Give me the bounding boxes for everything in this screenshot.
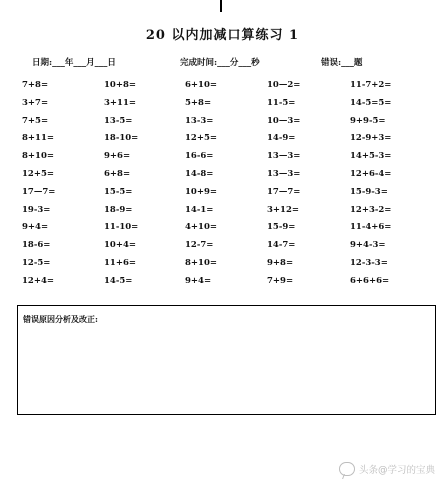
problem: 13-5=	[104, 115, 133, 126]
problem: 9+4=	[22, 222, 49, 233]
problem: 16-6=	[185, 151, 214, 162]
watermark-text: 头条@学习的宝典	[358, 465, 435, 476]
problem: 11-10=	[104, 222, 139, 233]
problem-row	[22, 187, 422, 205]
problem: 5+8=	[185, 97, 212, 108]
date-field: 日期:___年___月___日	[32, 58, 116, 68]
problem-grid	[22, 80, 422, 294]
problem: 3+11=	[104, 97, 136, 108]
watermark	[339, 460, 435, 478]
top-divider-mark	[220, 0, 222, 12]
problem: 9+4-3=	[350, 240, 386, 251]
problem: 15-9-3=	[350, 186, 388, 197]
problem: 9+9-5=	[350, 115, 386, 126]
problem-row	[22, 98, 422, 116]
problem: 3+12=	[267, 204, 299, 215]
problem: 18-9=	[104, 204, 133, 215]
problem: 10—3=	[267, 115, 301, 126]
problem-row	[22, 276, 422, 294]
problem-row	[22, 133, 422, 151]
problem: 12-7=	[185, 240, 214, 251]
problem: 14+5-3=	[350, 151, 392, 162]
problem: 9+4=	[185, 275, 212, 286]
problem-row	[22, 116, 422, 134]
problem-row	[22, 258, 422, 276]
problem: 12-9+3=	[350, 133, 392, 144]
problem: 12-3-3=	[350, 257, 388, 268]
problem: 4+10=	[185, 222, 217, 233]
problem: 19-3=	[22, 204, 51, 215]
error-analysis-label: 错误原因分析及改正:	[23, 314, 98, 324]
problem: 11-7+2=	[350, 80, 392, 90]
problem: 12-5=	[22, 257, 51, 268]
problem: 11+6=	[104, 257, 136, 268]
problem: 14-5=5=	[350, 97, 392, 108]
problem: 14-1=	[185, 204, 214, 215]
problem-row	[22, 151, 422, 169]
speech-bubble-icon	[339, 462, 355, 476]
problem: 18-6=	[22, 240, 51, 251]
problem: 7+8=	[22, 80, 49, 90]
problem: 8+11=	[22, 133, 54, 144]
problem: 15-9=	[267, 222, 296, 233]
problem: 3+7=	[22, 97, 49, 108]
problem: 10+9=	[185, 186, 217, 197]
problem: 9+6=	[104, 151, 131, 162]
problem: 13-3=	[185, 115, 214, 126]
problem: 17—7=	[22, 186, 56, 197]
problem: 14-7=	[267, 240, 296, 251]
problem: 12+4=	[22, 275, 54, 286]
problem: 18-10=	[104, 133, 139, 144]
problem: 13—3=	[267, 151, 301, 162]
problem: 8+10=	[185, 257, 217, 268]
problem: 7+5=	[22, 115, 49, 126]
problem-row	[22, 169, 422, 187]
problem: 14-5=	[104, 275, 133, 286]
problem-row	[22, 240, 422, 258]
problem: 12+5=	[22, 168, 54, 179]
problem: 11-5=	[267, 97, 296, 108]
problem: 17—7=	[267, 186, 301, 197]
error-analysis-box	[17, 305, 436, 415]
problem-row	[22, 205, 422, 223]
problem: 12+6-4=	[350, 168, 392, 179]
problem: 14-9=	[267, 133, 296, 144]
problem: 14-8=	[185, 168, 214, 179]
problem: 10+8=	[104, 80, 136, 90]
error-count-field: 错误:___题	[321, 58, 363, 68]
problem: 6+8=	[104, 168, 131, 179]
problem: 10—2=	[267, 80, 301, 90]
problem-row	[22, 222, 422, 240]
completion-time-field: 完成时间:___分___秒	[180, 58, 260, 68]
problem: 8+10=	[22, 151, 54, 162]
problem: 15-5=	[104, 186, 133, 197]
problem: 13—3=	[267, 168, 301, 179]
problem: 12+3-2=	[350, 204, 392, 215]
problem: 6+6+6=	[350, 275, 390, 286]
problem: 7+9=	[267, 275, 294, 286]
problem: 10+4=	[104, 240, 136, 251]
page-title: 20 以内加减口算练习 1	[145, 28, 300, 43]
problem: 12+5=	[185, 133, 217, 144]
problem: 9+8=	[267, 257, 294, 268]
worksheet-meta	[28, 56, 428, 70]
problem-row	[22, 80, 422, 98]
problem: 11-4+6=	[350, 222, 392, 233]
problem: 6+10=	[185, 80, 217, 90]
